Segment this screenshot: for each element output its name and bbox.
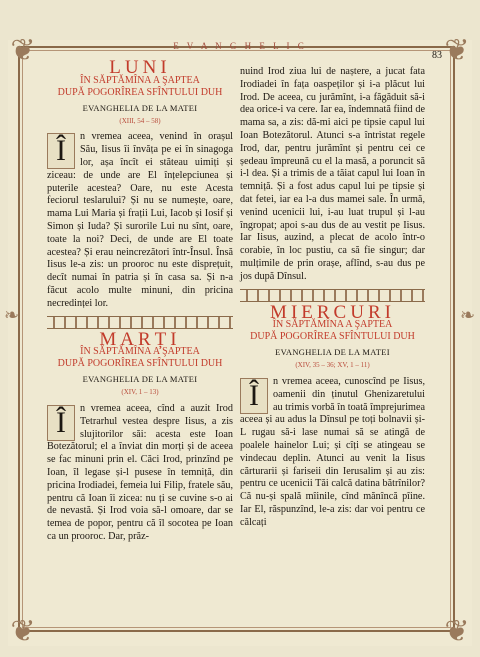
section-title: MIERCURI	[270, 301, 395, 323]
side-ornament-right: ❧	[460, 305, 476, 325]
reading-continuation: nuind Irod ziua lui de naștere, a jucat fata Irodiadei în fața oaspeților și i-a plăcut lui Irod. De aceea, cu jurămînt, i-a făgăduit să-i dea orice-i va cere. Iar ea, îndemnată fiind de mama sa, a zis: dă-mi aici pe tipsie capul lui Ioan Botezătorul. Atunci s-a întristat regele Irod, dar, pentru jurămînt și pentru cei ce ședeau împreună cu el la masă, a poruncit să i-l dea. Și a trimis de a tăiat capul lui Ioan în temniță. Și a fost adus capul lui pe tipsie și dat fetei, iar ea l-a dus mamei sale. În urmă, venind ucenicii lui, i-au luat trupul și l-au îngropat; apoi s-au dus de au vestit pe Iisus. Iar Iisus, auzind, a plecat de acolo într-o corabie, în loc pustiu, ca să fie singur; dar mulțimile de prin orașe, aflînd, s-au dus pe jos după Dînsul.	[240, 66, 425, 282]
corner-ornament-top-left: ❦	[10, 34, 36, 67]
drop-cap: Î	[47, 133, 75, 169]
side-ornament-left: ❧	[4, 305, 20, 325]
corner-ornament-top-right: ❦	[444, 34, 470, 67]
drop-cap: Î	[47, 405, 75, 441]
gospel-reference: (XIII, 54 – 58)	[119, 116, 161, 125]
section-subtitle: DUPĂ POGORÎREA SFÎNTULUI DUH	[57, 86, 223, 98]
section-miercuri	[240, 301, 425, 530]
ornamental-divider	[240, 289, 425, 302]
gospel-heading: EVANGHELIA DE LA MATEI	[82, 374, 198, 385]
section-subtitle: DUPĂ POGORÎREA SFÎNTULUI DUH	[250, 331, 415, 343]
section-title: LUNI	[109, 57, 171, 78]
reading-text	[47, 131, 233, 310]
running-header: E V A N G H E L I C	[173, 41, 307, 51]
section-subtitle: ÎN SĂPTĂMÎNA A ŞAPTEA	[80, 346, 200, 358]
reading-body: n vremea aceea, venind în orașul Său, Iisus îi învăța pe ei în sinagoga lor, așa încît ei stăteau uimiți și ziceau: de unde are El înțelepciunea și puterile acestea? Oare, nu este Acesta feciorul teslarului? Și nu se numește, oare, mama Lui Maria și frații Lui, Iacob și Iosif și Simon și Iuda? Și surorile Lui nu sînt, oare, toate la noi? Deci, de unde are El toate acestea? Și erau neincrezători într-Însul. Însă Iisus le-a zis: un prooroc nu este disprețuit, decît numai în patria și în casa sa. Și n-a făcut acolo multe minuni, din pricina necredinței lor.	[47, 131, 233, 309]
gospel-heading: EVANGHELIA DE LA MATEI	[275, 347, 390, 358]
section-subtitle: ÎN SĂPTĂMÎNA A ŞAPTEA	[80, 74, 200, 86]
section-luni	[47, 57, 233, 311]
section-subtitle: ÎN SĂPTĂMÎNA A ŞAPTEA	[272, 319, 393, 331]
gospel-reference: (XIV, 35 – 36; XV, 1 – 11)	[295, 361, 370, 370]
reading-body: n vremea aceea, cînd a auzit Irod Tetrarhul vestea despre Iisus, a zis slujitorilor săi: acesta este Ioan Botezătorul; el a înviat din morți și de aceea se fac minuni prin el. Căci Irod, prinzînd pe Ioan, îl legase și-l pusese în temniță, din pricina Irodiadei, femeia lui Filip, fratele său, pentru că Ioan îi zicea: nu ți se cuvine s-o ai de nevastă. Și Irod voia să-l omoare, dar se temea de popor, pentru că îl socotea pe Ioan ca un prooroc. Dar, prăz-	[47, 402, 233, 542]
corner-ornament-bottom-right: ❦	[444, 615, 470, 648]
section-subtitle: DUPĂ POGORÎREA SFÎNTULUI DUH	[57, 358, 223, 370]
reading-body: n vremea aceea, cunoscînd pe Iisus, oamenii din ținutul Ghenizaretului au trimis vorbă în toată împrejurimea aceea și au adus la Dînsul pe toți bolnavii și-L rugau să-i lase numai să se atingă de poalele hainelor Lui; și cîți se atingeau se vindecau deplin. Atunci au venit la Iisus cărturarii și fariseii din Ierusalim și au zis: pentru ce ucenicii Tăi calcă datina bătrînilor? Că nu-și spală mîinile, cînd mănîncă pîine. Iar El, răspunzînd, le-a zis: dar voi pentru ce călcați	[240, 375, 425, 528]
reading-text	[47, 403, 233, 544]
left-column	[47, 57, 233, 544]
right-column	[240, 66, 425, 530]
section-marti	[47, 328, 233, 544]
page-number: 83	[432, 50, 442, 61]
gospel-reference: (XIV, 1 – 13)	[121, 388, 159, 397]
section-title: MARȚI	[99, 328, 181, 350]
drop-cap: Î	[240, 378, 268, 414]
ornamental-divider	[47, 316, 233, 329]
corner-ornament-bottom-left: ❦	[10, 615, 36, 648]
reading-text	[240, 376, 425, 530]
gospel-heading: EVANGHELIA DE LA MATEI	[82, 102, 198, 113]
